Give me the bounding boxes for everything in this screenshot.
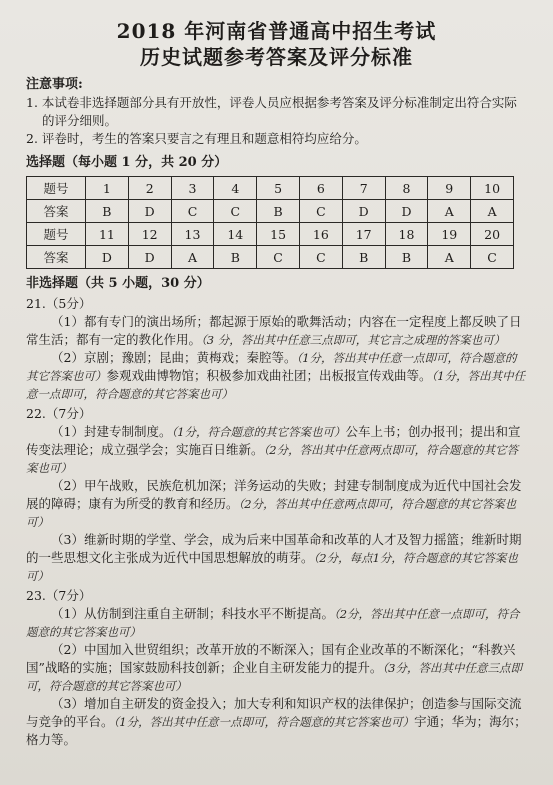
answer-cell: D: [86, 246, 129, 269]
table-row: [27, 246, 514, 269]
question-number-cell: 7: [342, 177, 385, 200]
question-23-label: 23.（7分）: [26, 588, 92, 603]
answer-cell: B: [86, 200, 129, 223]
answer-text: （1）从仿制到注重自主研制；科技水平不断提高。: [51, 606, 334, 621]
question-23-part-2: [26, 641, 527, 695]
question-number-cell: 11: [86, 223, 129, 246]
answer-cell: A: [471, 200, 514, 223]
answer-cell: C: [257, 246, 300, 269]
answer-cell: B: [385, 246, 428, 269]
question-number-cell: 20: [471, 223, 514, 246]
question-number-cell: 12: [128, 223, 171, 246]
scoring-hint: （1分，符合题意的其它答案也可）: [171, 425, 346, 439]
question-21-part-1: [26, 313, 527, 349]
question-number-cell: 4: [214, 177, 257, 200]
scoring-hint: （3分，答出其中任意三点即可，符合题意的其它答案也可）: [26, 661, 522, 693]
table-row: [27, 200, 514, 223]
question-number-cell: 13: [171, 223, 214, 246]
question-number-cell: 10: [471, 177, 514, 200]
answer-cell: D: [342, 200, 385, 223]
mc-heading: 选择题（每小题 1 分，共 20 分）: [26, 155, 228, 170]
answer-cell: A: [171, 246, 214, 269]
scoring-hint: （2分，每点1分，符合题意的其它答案也可）: [26, 551, 518, 583]
note-item-2: 2. 评卷时，考生的答案只要言之有理且和题意相符均应给分。: [26, 131, 367, 146]
question-23-part-1: [26, 605, 527, 641]
answer-text: （1）都有专门的演出场所；都起源于原始的歌舞活动；内容在一定程度上都反映了日常生活；都有一定的教化作用。: [26, 314, 522, 347]
answer-cell: D: [128, 200, 171, 223]
note-item-1: 1. 本试卷非选择题部分具有开放性，评卷人员应根据参考答案及评分标准制定出符合实际的评分细则。: [26, 95, 517, 128]
table-header-cell: 题号: [27, 223, 86, 246]
answer-text: （3）维新时期的学堂、学会，成为后来中国革命和改革的人才及智力摇篮；维新时期的一些思想文化主张成为近代中国思想解放的萌芽。: [26, 532, 522, 565]
answer-text: （1）封建专制制度。: [51, 424, 172, 439]
answer-cell: A: [428, 200, 471, 223]
answer-table: [26, 176, 514, 269]
question-21-label: 21.（5分）: [26, 296, 92, 311]
scoring-hint: （2分，答出其中任意一点即可，符合题意的其它答案也可）: [26, 607, 520, 639]
answer-cell: A: [428, 246, 471, 269]
question-number-cell: 1: [86, 177, 129, 200]
question-22-part-1: [26, 423, 527, 477]
answer-cell: D: [128, 246, 171, 269]
scoring-hint: （1分，答出其中任意一点即可，符合题意的其它答案也可）: [113, 715, 415, 729]
answer-cell: C: [299, 200, 342, 223]
table-row: [27, 177, 514, 200]
answer-cell: C: [299, 246, 342, 269]
question-22-label: 22.（7分）: [26, 406, 92, 421]
table-header-cell: 题号: [27, 177, 86, 200]
answer-text: （2）京剧；豫剧；昆曲；黄梅戏；秦腔等。: [51, 350, 297, 365]
answer-cell: B: [342, 246, 385, 269]
answer-text: 公车上书；创办报刊；提出和宣传变法理论；成立强学会；实施百日维新。: [26, 424, 521, 457]
answer-cell: C: [214, 200, 257, 223]
question-number-cell: 2: [128, 177, 171, 200]
scoring-hint: （1分，答出其中任意一点即可，符合题意的其它答案也可）: [26, 351, 517, 383]
answer-cell: C: [471, 246, 514, 269]
question-number-cell: 8: [385, 177, 428, 200]
scoring-hint: （2分，答出其中任意两点即可，符合题意的其它答案也可）: [26, 443, 519, 475]
table-row: [27, 223, 514, 246]
answer-cell: D: [385, 200, 428, 223]
answer-text: 参观戏曲博物馆；积极参加戏曲社团；出板报宣传戏曲等。: [106, 368, 432, 383]
question-number-cell: 15: [257, 223, 300, 246]
table-header-cell: 答案: [27, 200, 86, 223]
question-number-cell: 14: [214, 223, 257, 246]
table-header-cell: 答案: [27, 246, 86, 269]
question-22-part-2: [26, 477, 527, 531]
question-23-part-3: [26, 695, 527, 749]
question-21-part-2: [26, 349, 527, 403]
answer-text: 宇通；华为；海尔；格力等。: [26, 714, 527, 747]
question-22-part-3: [26, 531, 527, 585]
notes-heading: 注意事项:: [26, 77, 83, 92]
scoring-hint: （2分，答出其中任意两点即可，符合题意的其它答案也可）: [26, 497, 517, 529]
answer-cell: B: [214, 246, 257, 269]
question-number-cell: 3: [171, 177, 214, 200]
question-number-cell: 17: [342, 223, 385, 246]
question-number-cell: 18: [385, 223, 428, 246]
question-number-cell: 6: [299, 177, 342, 200]
answer-text: （2）中国加入世贸组织；改革开放的不断深入；国有企业改革的不断深化；“科教兴国”战略的实施；国家鼓励科技创新；企业自主研发能力的提升。: [26, 642, 516, 675]
page-subtitle: 历史试题参考答案及评分标准: [140, 45, 413, 69]
answer-cell: B: [257, 200, 300, 223]
question-number-cell: 5: [257, 177, 300, 200]
scoring-hint: （3 分，答出其中任意三点即可，其它言之成理的答案也可）: [201, 333, 506, 347]
answer-text: （2）甲午战败，民族危机加深；洋务运动的失败；封建专制制度成为近代中国社会发展的障碍；康有为所受的教育和经历。: [26, 478, 522, 511]
scoring-hint: （1分，答出其中任意一点即可，符合题意的其它答案也可）: [26, 369, 526, 401]
page-title: 2018 年河南省普通高中招生考试: [116, 19, 437, 43]
nonmc-heading: 非选择题（共 5 小题，30 分）: [26, 276, 210, 291]
question-number-cell: 9: [428, 177, 471, 200]
question-number-cell: 19: [428, 223, 471, 246]
question-number-cell: 16: [299, 223, 342, 246]
answer-text: （3）增加自主研发的资金投入；加大专利和知识产权的法律保护；创造参与国际交流与竞争的平台。: [26, 696, 522, 729]
answer-cell: C: [171, 200, 214, 223]
